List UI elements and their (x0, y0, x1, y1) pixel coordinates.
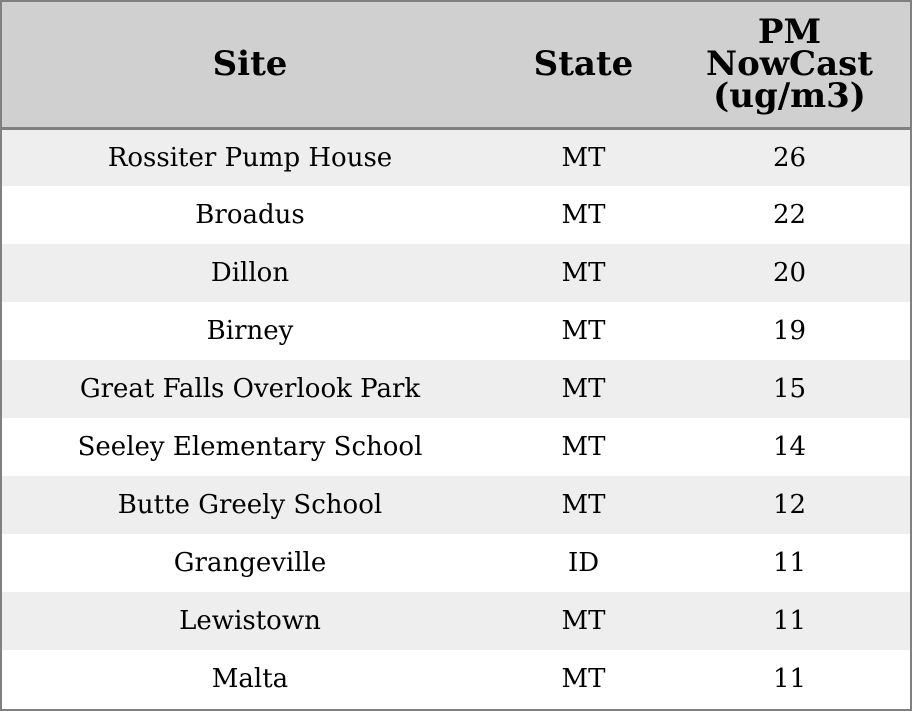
pm-value-cell: 22 (772, 200, 807, 230)
state-cell: MT (561, 258, 606, 288)
table-row (2, 244, 910, 302)
pm-value-cell: 12 (772, 490, 807, 520)
state-cell: MT (561, 142, 606, 173)
pm-value-cell: 26 (772, 142, 807, 173)
table-row (2, 476, 910, 534)
table-row (2, 418, 910, 476)
site-cell: Malta (211, 664, 289, 694)
state-cell: MT (561, 664, 606, 694)
state-cell: MT (561, 374, 606, 404)
site-cell: Grangeville (173, 548, 327, 578)
site-cell: Lewistown (179, 606, 321, 636)
header-pm-line-3: (ug/m3) (713, 76, 866, 117)
table-row (2, 128, 910, 186)
table-row (2, 650, 910, 708)
header-site (2, 2, 498, 128)
state-cell: MT (561, 606, 606, 636)
pm-nowcast-table (2, 2, 910, 708)
table-row (2, 592, 910, 650)
state-cell: MT (561, 200, 606, 230)
state-cell: MT (561, 432, 606, 462)
pm-value-cell: 20 (772, 258, 807, 288)
table-row (2, 186, 910, 244)
header-pm-line-1: PM (757, 12, 822, 53)
state-cell: MT (561, 490, 606, 520)
pm-value-cell: 14 (772, 432, 807, 462)
state-cell: MT (561, 316, 606, 346)
header-state-label: State (533, 44, 634, 85)
state-cell: ID (567, 548, 600, 578)
header-row (2, 2, 910, 128)
site-cell: Seeley Elementary School (77, 432, 423, 462)
header-pm-nowcast (669, 2, 910, 128)
site-cell: Rossiter Pump House (107, 142, 393, 173)
table-row (2, 302, 910, 360)
table-body (2, 128, 910, 708)
table-row (2, 534, 910, 592)
pm-value-cell: 11 (772, 548, 807, 578)
site-cell: Butte Greely School (117, 490, 383, 520)
header-pm-line-2: NowCast (706, 44, 873, 85)
table-header (2, 2, 910, 128)
site-cell: Broadus (195, 200, 305, 230)
header-site-label: Site (212, 44, 288, 85)
pm-value-cell: 19 (772, 316, 807, 346)
pm-value-cell: 15 (772, 374, 807, 404)
site-cell: Great Falls Overlook Park (79, 374, 421, 404)
site-cell: Dillon (210, 258, 290, 288)
pm-value-cell: 11 (772, 606, 807, 636)
pm-value-cell: 11 (772, 664, 807, 694)
table-row (2, 360, 910, 418)
header-state (498, 2, 669, 128)
site-cell: Birney (206, 316, 294, 346)
